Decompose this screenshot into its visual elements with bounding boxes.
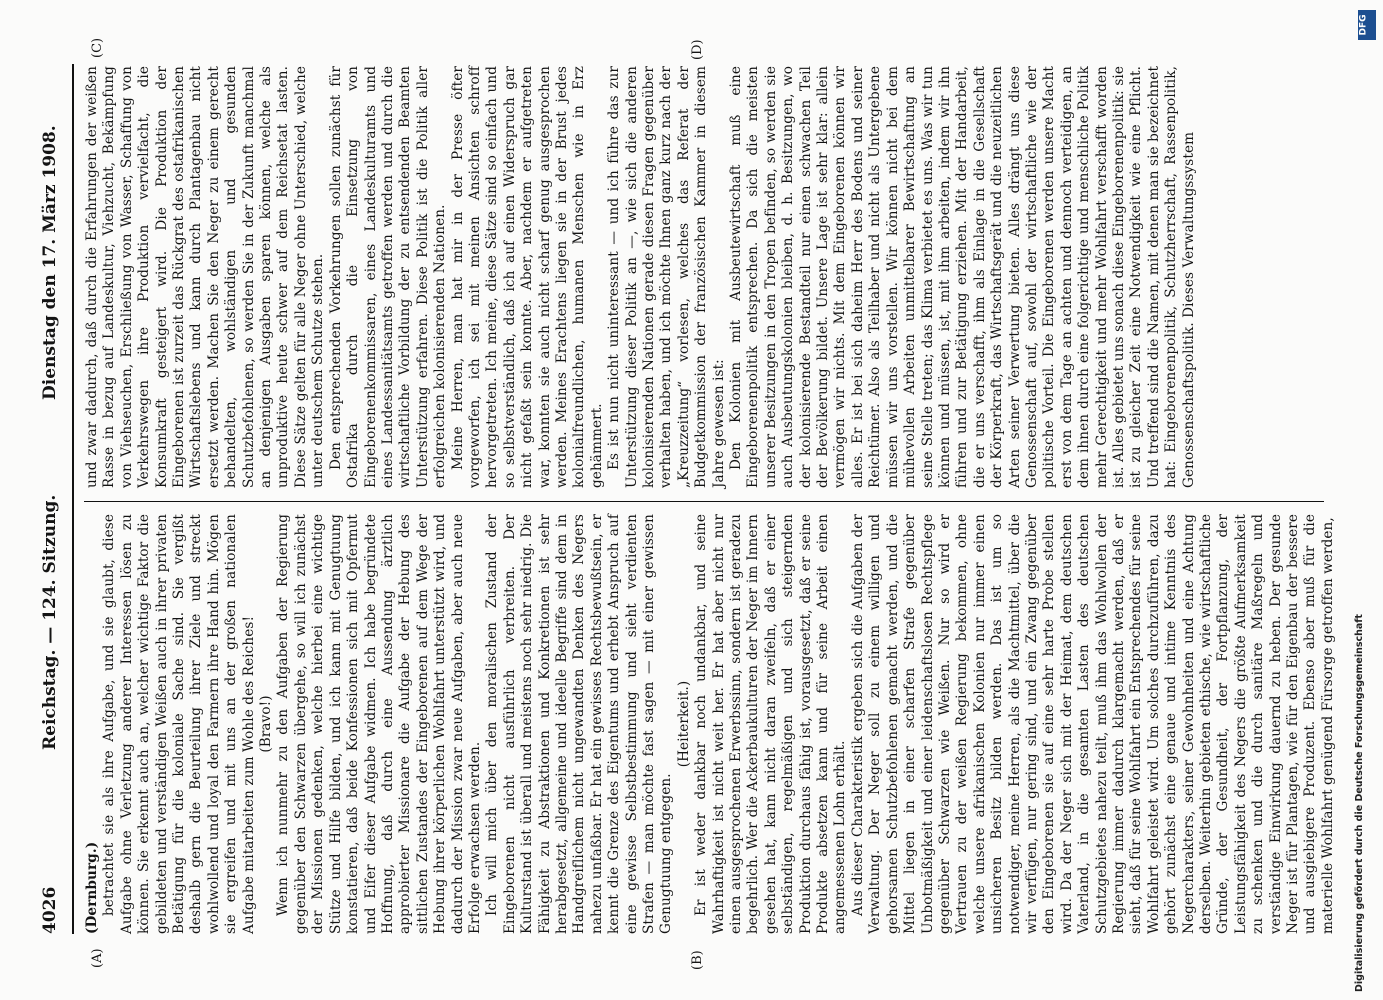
paragraph: betrachtet sie als ihre Aufgabe, und sie glaubt, diese Aufgabe ohne Verletzung anderer Interessen lösen zu können. Sie erkennt auch an, welcher wichtige Faktor die gebildeten und verständigen Weißen auch in ihrer privaten Betätigung für die koloniale Sache sind. Sie vergißt deshalb gern die Beurteilung ihrer Ziele und streckt wohlwollend und loyal den Farmern ihre Hand hin. Mögen sie ergreifen und mit uns an der großen nationalen Aufgabe mitarbeiten zum Wohle des Reiches! <box>101 514 257 934</box>
right-running-head: Dienstag den 17. März 1908. <box>40 125 60 400</box>
right-column <box>84 66 1198 488</box>
left-column <box>84 514 1337 934</box>
margin-letter-a: (A) <box>90 948 105 968</box>
interjection: (Heiterkeit.) <box>675 680 692 768</box>
paragraph: Aus dieser Charakteristik ergeben sich die Aufgaben der Verwaltung. Der Neger soll zu einem willigen und gehorsamen Schutzbefohlenen gemacht werden, und die Mittel liegen in einer scharfen Strafe gegenüber Unbotmäßigkeit und einer leidenschaftslosen Rechtspflege gegenüber Schwarzen wie Weißen. Nur so wird er Vertrauen zu der weißen Regierung bekommen, ohne welche unsere afrikanischen Kolonien nur immer einen unsicheren Besitz bilden werden. Das ist um so notwendiger, meine Herren, als die Machtmittel, über die wir verfügen, nur gering sind, und ein Zwang gegenüber den Eingeborenen sie auf eine sehr harte Probe stellen wird. Da der Neger sich mit der Heimat, dem deutschen Vaterland, in die gesamten Lasten des deutschen Schutzgebietes nahezu teilt, muß ihm das Wohlwollen der Regierung immer dadurch klargemacht werden, daß er sieht, daß für seine Wohlfahrt ein Entsprechendes für seine Wohlfahrt geleistet wird. Um solches durchzuführen, dazu gehört zunächst eine genaue und intime Kenntnis des Negercharakters, seiner Gewohnheiten und eine Achtung derselben. Weiterhin gebieten ethische, wie wirtschaftliche Gründe, der Gesundheit, der Fortpflanzung, der Leistungsfähigkeit des Negers die größte Aufmerksamkeit zu schenken und die durch sanitäre Maßregeln und verständige Einwirkung dauernd zu heben. Der gesunde Neger ist für Plantagen, wie für den Eigenbau der bessere und ausgiebigere Produzent. Ebenso aber muß für die materielle Wohlfahrt genügend Fürsorge getroffen werden, <box>849 514 1336 934</box>
margin-letter-c: (C) <box>90 37 105 58</box>
paragraph: Den entsprechenden Vorkehrungen sollen zunächst für Ostafrika durch die Einsetzung von Eingeborenenkommissaren, eines Landeskulturamts und eines Landessanitätsamts getroffen werden und durch die wirtschaftliche Vorbildung der zu entsendenden Beamten Unterstützung erfahren. Diese Politik ist die Politik aller erfolgreichen kolonisierenden Nationen. <box>327 66 449 488</box>
paragraph: Den Kolonien mit Ausbeutewirtschaft muß eine Eingeborenenpolitik entsprechen. Da sich die meisten unserer Besitzungen in den Tropen befinden, so werden sie auch Ausbeutungskolonien bleiben, d. h. Besitzungen, wo der kolonisierende Bestandteil nur einen schwachen Teil der Bevölkerung bildet. Unsere Lage ist sehr klar: allein vermögen wir nichts. Mit dem Eingeborenen können wir alles. Er ist bei sich daheim Herr des Bodens und seiner Reichtümer. Also als Teilhaber und nicht als Untergebene müssen wir uns vorstellen. Wir können nicht bei dem mühevollen Arbeiten unmittelbarer Bewirtschaftung an seine Stelle treten; das Klima verbietet es uns. Was wir tun können und müssen, ist, mit ihm arbeiten, indem wir ihn führen und zur Betätigung erziehen. Mit der Handarbeit, die er uns verschafft, ihm als Einlage in die Gesellschaft der Körperkraft, das Wirtschaftsgerät und die neuzeitlichen Arten seiner Verwertung bieten. Alles drängt uns diese Genossenschaft auf, sowohl der wirtschaftliche wie der politische Vorteil. Die Eingeborenen werden unsere Macht erst von dem Tage an achten und dennoch verteidigen, an dem ihnen durch eine folgerichtige und menschliche Politik mehr Gerechtigkeit und mehr Wohlfahrt verschafft worden ist. Alles gebietet uns sonach diese Eingeborenenpolitik: sie ist zu gleicher Zeit eine Notwendigkeit wie eine Pflicht. Und treffend sind die Namen, mit denen man sie bezeichnet hat: Eingeborenenpolitik, Schutzherrschaft, Rassenpolitik, Genossenschaftspolitik. Dieses Verwaltungssystem <box>728 65 1197 488</box>
margin-letter-d: (D) <box>690 39 705 60</box>
paragraph: Er ist weder dankbar noch undankbar, und seine Wahrhaftigkeit ist nicht weit her. Er hat aber nicht nur einen ausgesprochenen Erwerbssinn, sondern ist geradezu begehrlich. Wer die Ackerbaukulturen der Neger im Innern gesehen hat, kann nicht daran zweifeln, daß er einer selbständigen, regelmäßigen und sich steigernden Produktion durchaus fähig ist, vorausgesetzt, daß er seine Produkte absetzen kann und für seine Arbeit einen angemessenen Lohn erhält. <box>693 514 849 934</box>
left-running-head: Reichstag. — 124. Sitzung. <box>40 494 60 750</box>
dfg-logo-text: DFG <box>1358 14 1369 36</box>
header-rule <box>72 64 74 934</box>
margin-letter-b: (B) <box>690 950 705 970</box>
paragraph: und zwar dadurch, daß durch die Erfahrungen der weißen Rasse in bezug auf Landeskultur, Viehzucht, Bekämpfung von Viehseuchen, Erschließung von Wasser, Schaffung von Verkehrswegen ihre Produktion vervielfacht, die Konsumkraft gesteigert wird. Die Produktion der Eingeborenen ist zurzeit das Rückgrat des ostafrikanischen Wirtschaftslebens und kann durch Plantagenbau nicht ersetzt werden. Machen Sie den Neger zu einem gerecht behandelten, wohlständigen und gesunden Schutzbefohlenen, so werden Sie in der Zukunft manchmal an denjenigen Ausgaben sparen können, welche als unproduktive heute schwer auf dem Reichsetat lasten. Diese Sätze gelten für alle Neger ohne Unterschied, welche unter deutschem Schutze stehen. <box>84 66 327 488</box>
paragraph: Wenn ich nunmehr zu den Aufgaben der Regierung gegenüber den Schwarzen übergehe, so will ich zunächst der Missionen gedenken, welche hierbei eine wichtige Stütze und Hilfe bilden, und ich kann mit Genugtuung konstatieren, daß beide Konfessionen sich mit Opfermut und Eifer dieser Aufgabe widmen. Ich habe begründete Hoffnung, daß durch eine Aussendung ärztlich approbierter Missionare die Aufgabe der Hebung des sittlichen Zustandes der Eingeborenen auf dem Wege der Hebung ihrer körperlichen Wohlfahrt unterstützt wird, und dadurch der Mission zwar neue Aufgaben, aber auch neue Erfolge erwachsen werden. <box>275 514 483 934</box>
interjection: (Bravo!) <box>258 695 275 753</box>
paragraph: Es ist nun nicht uninteressant — und ich führe das zur Unterstützung dieser Politik an —, wie sich die anderen kolonisierenden Nationen gerade diesen Fragen gegenüber verhalten haben, und ich möchte Ihnen ganz kurz nach der „Kreuzzeitung“ vorlesen, welches das Referat der Budgetkommission der französischen Kammer in diesem Jahre gewesen ist: <box>606 66 727 488</box>
paragraph: Ich will mich über den moralischen Zustand der Eingeborenen nicht ausführlich verbreiten. Der Kulturstand ist überall und meistens noch sehr niedrig. Die Fähigkeit zu Abstraktionen und Konkretionen ist sehr herabgesetzt, allgemeine und ideelle Begriffe sind dem in Handgreiflichem nicht ungewandten Denken des Negers nahezu unfaßbar. Er hat ein gewisses Rechtsbewußtsein, er kennt die Grenze des Eigentums und erhebt Anspruch auf eine gewisse Selbstbestimmung und sieht verdienten Strafen — man möchte fast sagen — mit einer gewissen Genugtuung entgegen. <box>484 514 675 934</box>
column-divider <box>84 501 1324 502</box>
paragraph: Meine Herren, man hat mir in der Presse öfter vorgeworfen, ich sei mit meinen Ansichten schroff hervorgetreten. Ich meine, diese Sätze sind so einfach und so selbstverständlich, daß ich auf einen Widerspruch gar nicht gefaßt sein konnte. Aber, nachdem er aufgetreten war, konnten sie auch nicht scharf genug ausgesprochen werden. Meines Erachtens liegen sie in der Brust jedes kolonialfreundlichen, humanen Menschen wie in Erz gehämmert. <box>449 66 605 488</box>
speaker-name: (Dernburg.) <box>84 841 100 934</box>
page-number: 4026 <box>40 886 60 934</box>
dfg-logo <box>1358 10 1376 40</box>
digitization-note: Digitalisierung gefördert durch die Deutsche Forschungsgemeinschaft <box>1354 614 1365 992</box>
